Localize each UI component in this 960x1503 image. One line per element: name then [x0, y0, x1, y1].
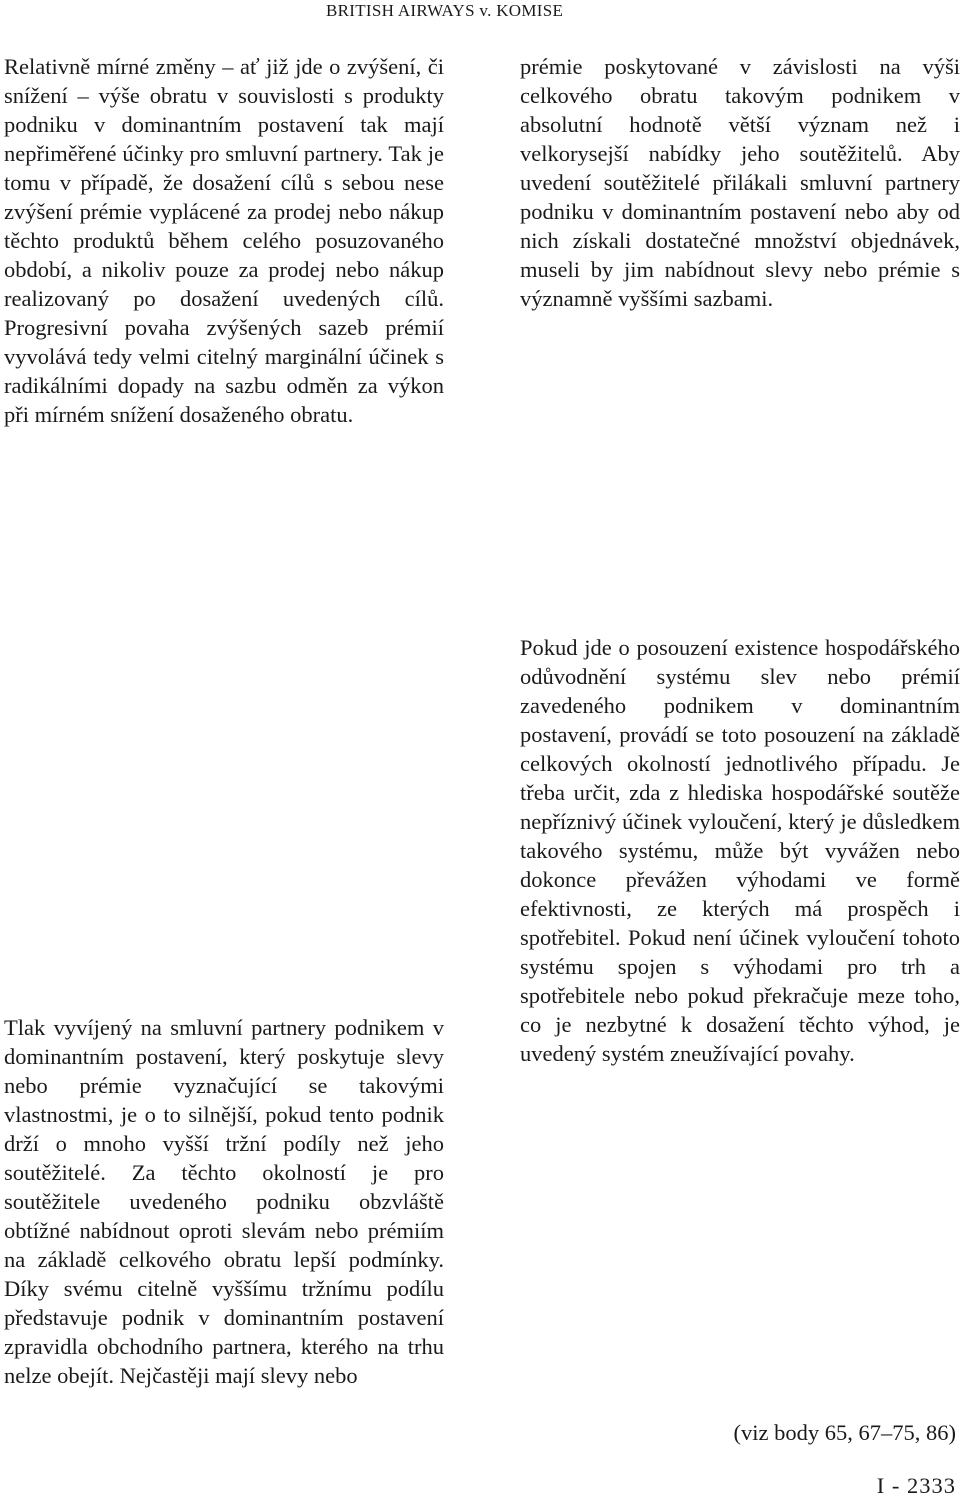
page-number: I - 2333 [876, 1473, 956, 1498]
paragraph-left-top: Relativně mírné změny – ať již jde o zvýšení, či snížení – výše obratu v souvislosti s produkty podniku v dominantním postavení tak mají nepřiměřené účinky pro smluvní partnery. Tak je tomu v případě, že dosažení cílů s sebou nese zvýšení prémie vyplácené za prodej nebo nákup těchto produktů během celého posuzovaného období, a nikoliv pouze za prodej nebo nákup realizovaný po dosažení uvedených cílů. Progresivní povaha zvýšených sazeb prémií vyvolává tedy velmi citelný marginální účinek s radikálními dopady na sazbu odměn za výkon při mírném snížení dosaženého obratu. [4, 54, 444, 427]
paragraph-left-bottom: Tlak vyvíjený na smluvní partnery podnikem v dominantním postavení, který poskytuje slevy nebo prémie vyznačující se takovými vlastnostmi, je o to silnější, pokud tento podnik drží o mnoho vyšší tržní podíly než jeho soutěžitelé. Za těchto okolností je pro soutěžitele uvedeného podniku obzvláště obtížné nabídnout oproti slevám nebo prémiím na základě celkového obratu lepší podmínky. Díky svému citelně vyššímu tržnímu podílu představuje podnik v dominantním postavení zpravidla obchodního partnera, kterého na trhu nelze obejít. Nejčastěji mají slevy nebo [4, 1015, 444, 1388]
citation-reference: (viz body 65, 67–75, 86) [733, 1420, 956, 1445]
paragraph-right-middle: Pokud jde o posouzení existence hospodářského odůvodnění systému slev nebo prémií zavedeného podnikem v dominantním postavení, provádí se toto posouzení na základě celkových okolností jednotlivého případu. Je třeba určit, zda z hlediska hospodářské soutěže nepříznivý účinek vyloučení, který je důsledkem takového systému, může být vyvážen nebo dokonce převážen výhodami ve formě efektivnosti, ze kterých má prospěch i spotřebitel. Pokud není účinek vyloučení tohoto systému spojen s výhodami pro trh a spotřebitele nebo pokud překračuje meze toho, co je nezbytné k dosažení těchto výhod, je uvedený systém zneužívající povahy. [520, 635, 960, 1066]
running-header: BRITISH AIRWAYS v. KOMISE [326, 1, 564, 20]
paragraph-right-top: prémie poskytované v závislosti na výši celkového obratu takovým podnikem v absolutní hodnotě větší význam než i velkorysejší nabídky jeho soutěžitelů. Aby uvedení soutěžitelé přilákali smluvní partnery podniku v dominantním postavení nebo aby od nich získali dostatečné množství objednávek, museli by jim nabídnout slevy nebo prémie s významně vyššími sazbami. [520, 54, 960, 311]
